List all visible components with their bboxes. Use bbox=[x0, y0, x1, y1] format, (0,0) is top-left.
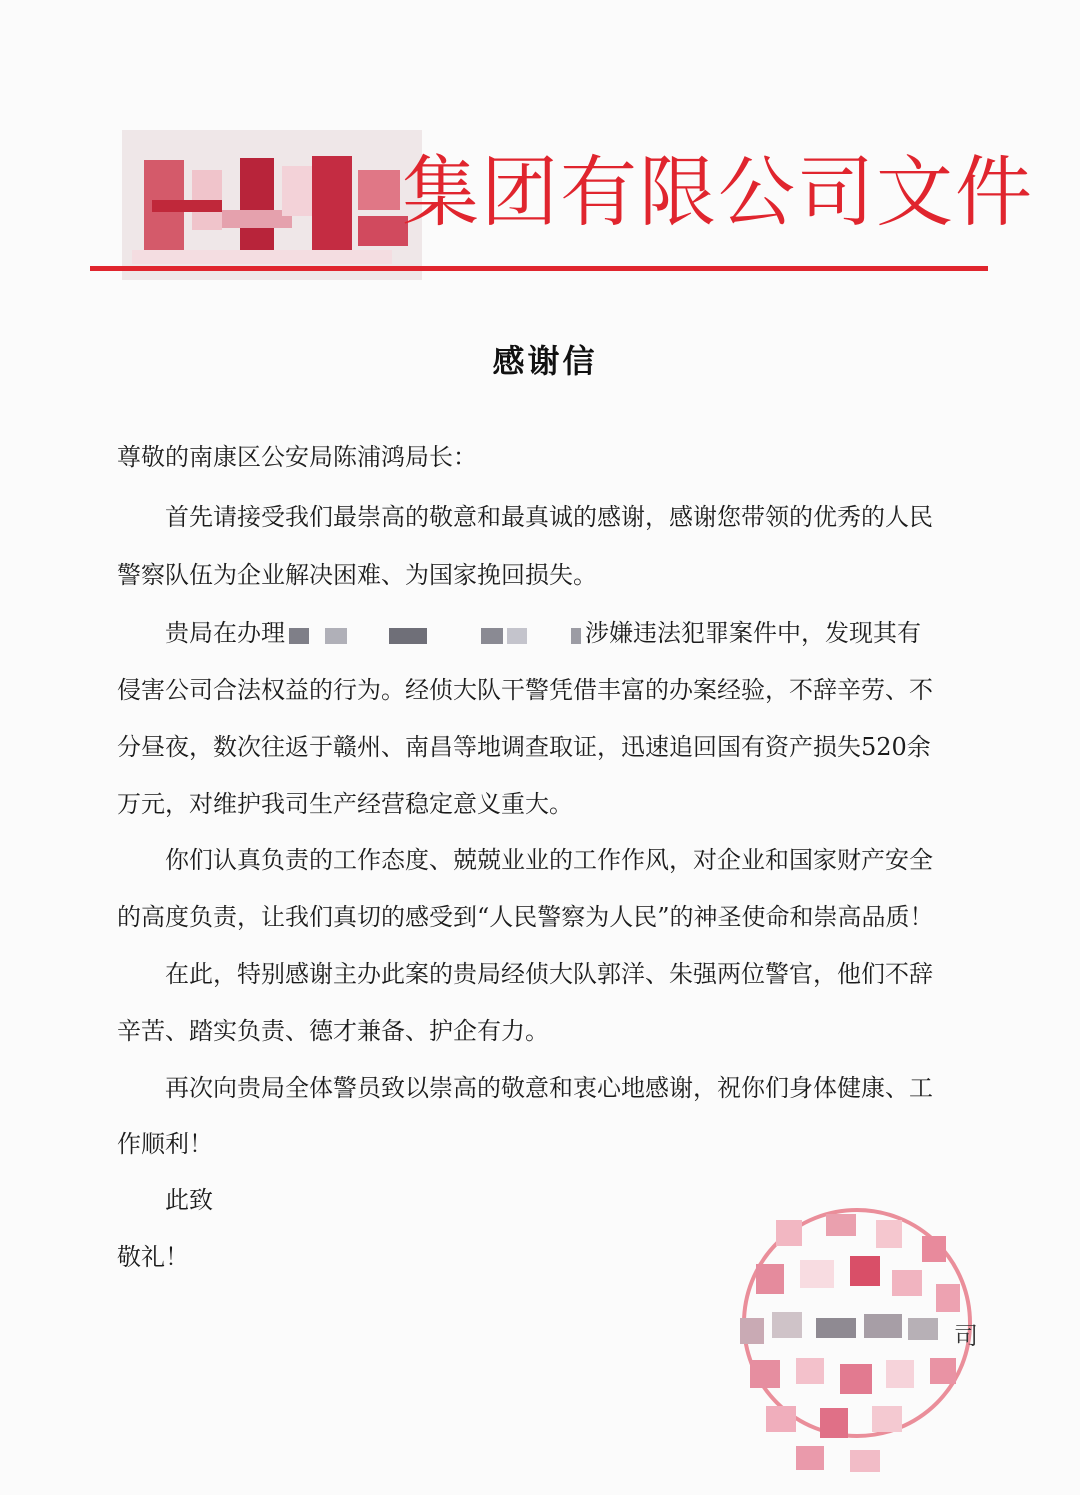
paragraph-line: 再次向贵局全体警员致以崇高的敬意和衷心地感谢，祝你们身体健康、工 bbox=[165, 1074, 933, 1102]
paragraph-line: 警察队伍为企业解决困难、为国家挽回损失。 bbox=[117, 561, 597, 589]
paragraph-tail: 涉嫌违法犯罪案件中，发现其有 bbox=[585, 619, 921, 647]
paragraph-line: 在此，特别感谢主办此案的贵局经侦大队郭洋、朱强两位警官，他们不辞 bbox=[165, 960, 933, 988]
paragraph-line: 的高度负责，让我们真切的感受到“人民警察为人民”的神圣使命和崇高品质！ bbox=[117, 903, 934, 931]
paragraph-line: 分昼夜，数次往返于赣州、南昌等地调查取证，迅速追回国有资产损失520余 bbox=[117, 733, 931, 761]
paragraph-line: 你们认真负责的工作态度、兢兢业业的工作作风，对企业和国家财产安全 bbox=[165, 846, 933, 874]
letterhead-title: 集团有限公司文件 bbox=[402, 149, 1034, 238]
redacted-company-name bbox=[122, 130, 422, 280]
seal-tail-char: 司 bbox=[954, 1322, 978, 1350]
paragraph-lead: 贵局在办理 bbox=[165, 619, 285, 647]
paragraph-line: 万元，对维护我司生产经营稳定意义重大。 bbox=[117, 790, 573, 818]
paragraph-line: 首先请接受我们最崇高的敬意和最真诚的感谢，感谢您带领的优秀的人民 bbox=[165, 503, 933, 531]
paragraph-line: 侵害公司合法权益的行为。经侦大队干警凭借丰富的办案经验，不辞辛劳、不 bbox=[117, 676, 933, 704]
document-title: 感谢信 bbox=[492, 342, 598, 380]
paragraph-line: 辛苦、踏实负责、德才兼备、护企有力。 bbox=[117, 1017, 549, 1045]
closing-cizhi: 此致 bbox=[165, 1186, 213, 1214]
salutation: 尊敬的南康区公安局陈浦鸿局长： bbox=[117, 443, 477, 471]
letterhead-rule bbox=[90, 266, 988, 271]
paragraph-line: 作顺利！ bbox=[117, 1130, 213, 1158]
company-seal-redacted bbox=[736, 1200, 986, 1480]
redacted-suspect-name bbox=[285, 620, 585, 650]
paragraph-line bbox=[165, 613, 921, 653]
closing-jingli: 敬礼！ bbox=[117, 1243, 189, 1271]
